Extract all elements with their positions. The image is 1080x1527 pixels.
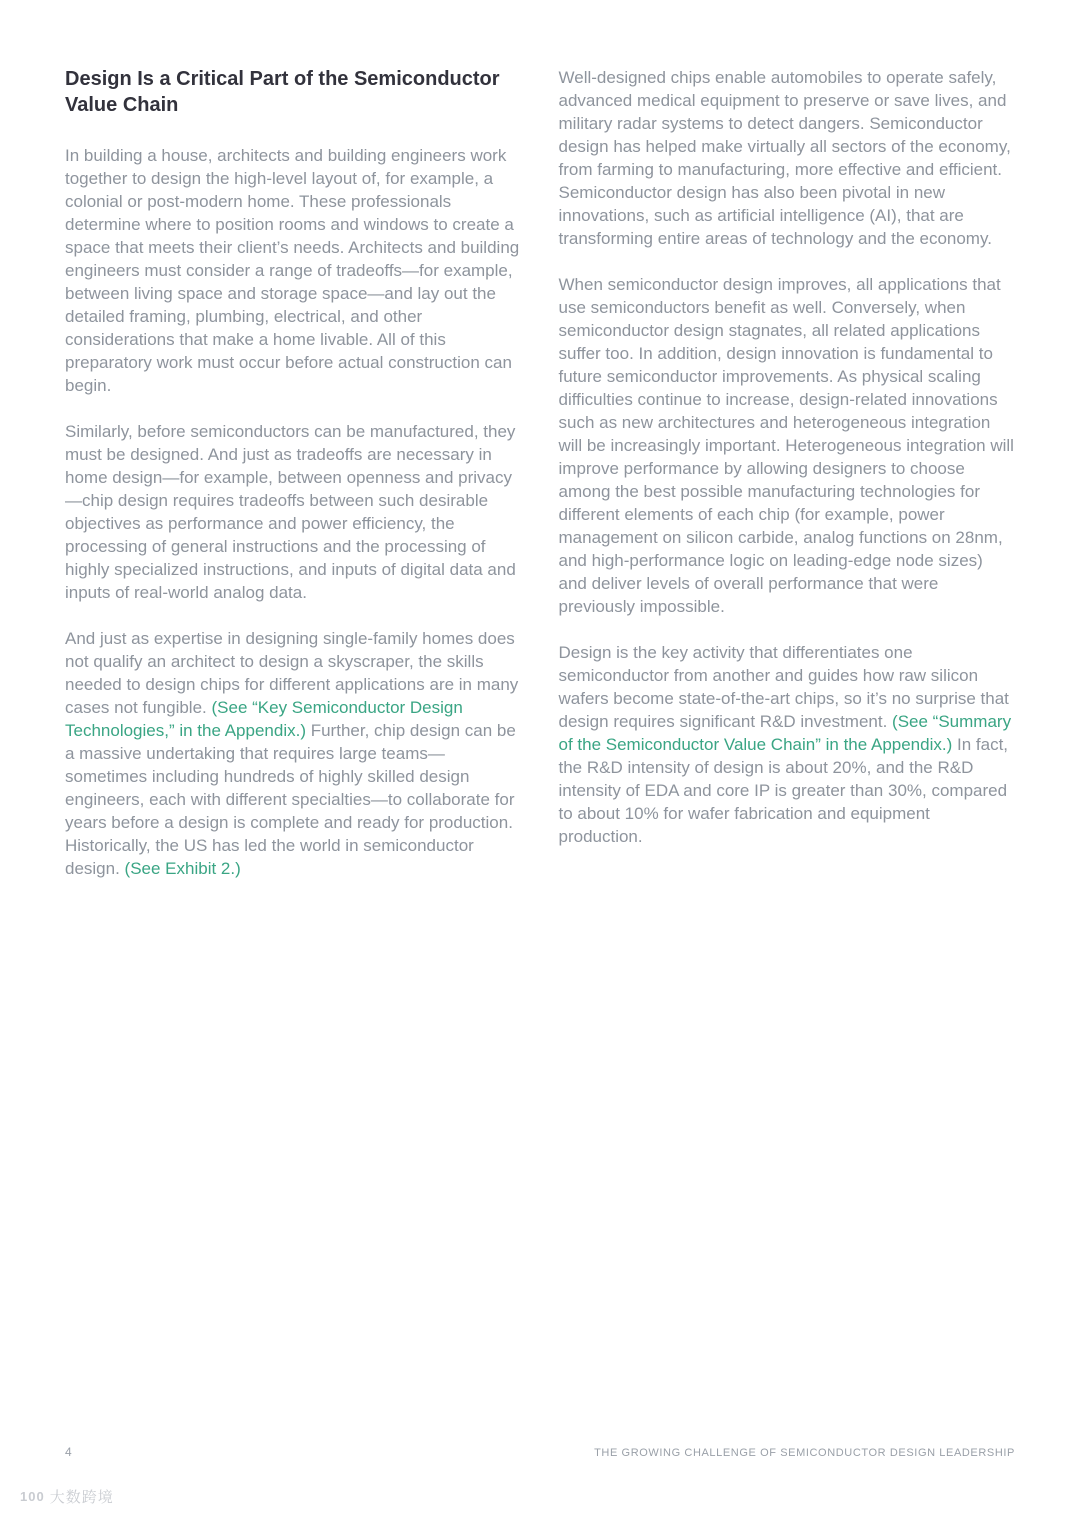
link-key-semiconductor-design-technologies[interactable]: (See “Key Semiconductor Design Technologies,” in the Appendix.) (65, 698, 463, 740)
page-number: 4 (65, 1445, 72, 1459)
watermark-logo-icon: 100 (20, 1489, 45, 1504)
paragraph-design-rd-intensity (559, 641, 1016, 848)
watermark-text: 大数跨境 (49, 1489, 114, 1506)
page-footer (65, 1445, 1015, 1459)
paragraph-house-analogy: In building a house, architects and building engineers work together to design the high-level layout of, for example, a colonial or post-modern home. These professionals determine where to position rooms and windows to create a space that meets their client’s needs. Architects and building engineers must consider a range of tradeoffs—for example, between living space and storage space—and lay out the detailed framing, plumbing, electrical, and other considerations that make a home livable. All of this preparatory work must occur before actual construction can begin. (65, 146, 520, 395)
section-heading: Design Is a Critical Part of the Semiconductor Value Chain (65, 68, 500, 116)
text-segment: Further, chip design can be a massive undertaking that requires large teams—sometimes including hundreds of highly skilled design engineers, each with different specialties—to collaborate for years before a design is complete and ready for production. Historically, the US has led the world in semiconductor design. (65, 721, 516, 878)
paragraph-design-improvement: When semiconductor design improves, all applications that use semiconductors benefit as well. Conversely, when semiconductor design stagnates, all related applications suffer too. In addition, design innovation is fundamental to future semiconductor improvements. As physical scaling difficulties continue to increase, design-related innovations such as new architectures and heterogeneous integration will be increasingly important. Heterogeneous integration will improve performance by allowing designers to choose among the best possible manufacturing technologies for different elements of each chip (for example, power management on silicon carbide, analog functions on 28nm, and high-performance logic on leading-edge node sizes) and deliver levels of overall performance that were previously impossible. (558, 275, 1014, 616)
left-column (65, 66, 522, 903)
paragraph-chip-design-tradeoffs: Similarly, before semiconductors can be manufactured, they must be designed. And just as tradeoffs are necessary in home design—for example, between openness and privacy—chip design requires tradeoffs between such desirable objectives as performance and power efficiency, the processing of general instructions and the processing of highly specialized instructions, and inputs of digital data and inputs of real-world analog data. (65, 422, 516, 602)
link-summary-semiconductor-value-chain[interactable]: (See “Summary of the Semiconductor Value Chain” in the Appendix.) (558, 712, 1012, 754)
right-column (559, 66, 1016, 903)
two-column-layout (65, 66, 1015, 903)
paragraph-design-expertise (65, 627, 522, 880)
text-segment: And just as expertise in designing single-family homes does not qualify an architect to design a skyscraper, the skills needed to design chips for different applications are in many cases not fungible. (65, 629, 519, 717)
text-segment: In fact, the R&D intensity of design is about 20%, and the R&D intensity of EDA and core IP is greater than 30%, compared to about 10% for wafer fabrication and equipment production. (558, 735, 1009, 846)
link-see-exhibit-2[interactable]: (See Exhibit 2.) (124, 859, 241, 878)
watermark (20, 1486, 114, 1507)
running-title: THE GROWING CHALLENGE OF SEMICONDUCTOR DESIGN LEADERSHIP (594, 1447, 1015, 1459)
paragraph-well-designed-chips: Well-designed chips enable automobiles to operate safely, advanced medical equipment to preserve or save lives, and military radar systems to detect dangers. Semiconductor design has helped make virtually all sectors of the economy, from farming to manufacturing, more effective and efficient. Semiconductor design has also been pivotal in new innovations, such as artificial intelligence (AI), that are transforming entire areas of technology and the economy. (558, 68, 1011, 248)
text-segment: Design is the key activity that differentiates one semiconductor from another and guides how raw silicon wafers become state-of-the-art chips, so it’s no surprise that design requires significant R&D investment. (558, 643, 1009, 731)
